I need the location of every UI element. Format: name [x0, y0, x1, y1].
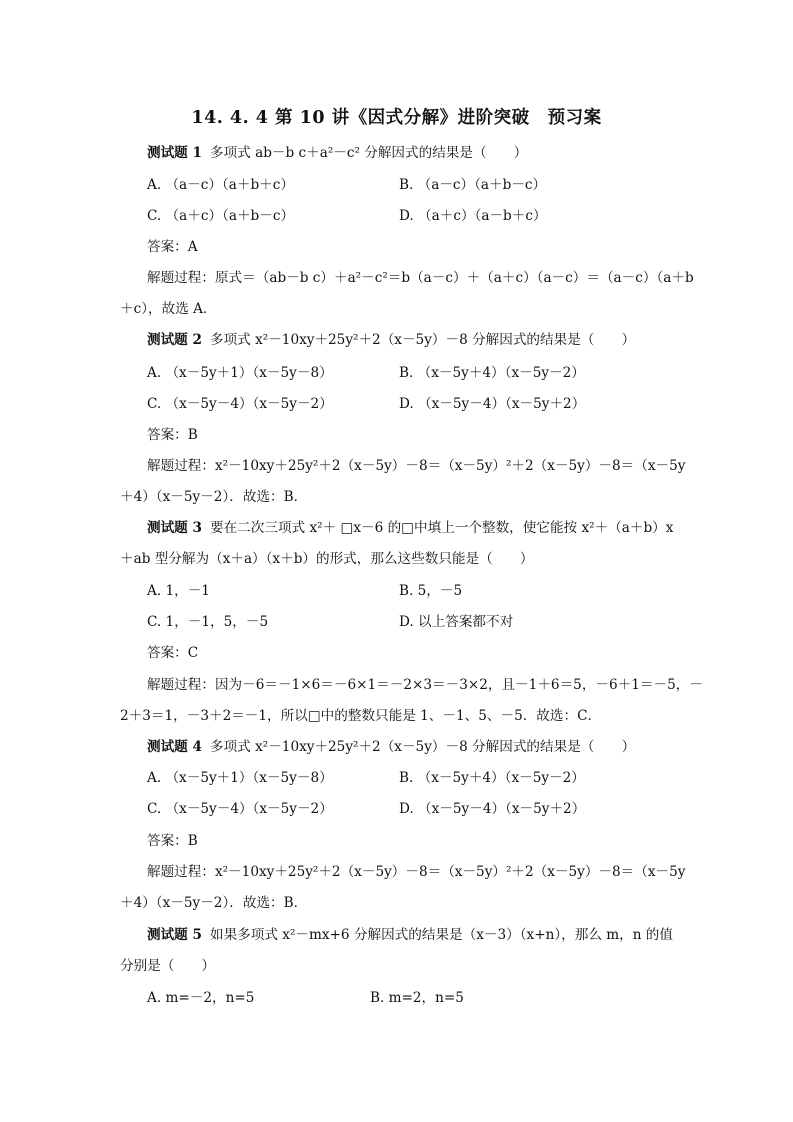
question-2-option-c: C. （x－5y－4）（x－5y－2）: [147, 396, 333, 412]
question-4-option-c: C. （x－5y－4）（x－5y－2）: [147, 801, 333, 817]
question-3-process-line-2: 2＋3＝1，－3＋2＝－1，所以□中的整数只能是 1、－1、5、－5．故选：C．: [120, 708, 602, 724]
question-5-option-a: A. m=－2，n=5: [147, 990, 255, 1006]
question-3-answer: 答案：C: [147, 645, 199, 661]
question-4-option-d: D. （x－5y－4）（x－5y＋2）: [399, 801, 586, 817]
question-5-text: 如果多项式 x²－mx+6 分解因式的结果是（x－3）（x+n），那么 m，n 的值: [209, 927, 673, 943]
question-4-text: 多项式 x²－10xy＋25y²＋2（x－5y）－8 分解因式的结果是（ ）: [209, 739, 636, 755]
question-2-process-line-1: 解题过程：x²－10xy＋25y²＋2（x－5y）－8＝（x－5y）²＋2（x－5y）－8＝（x－5y: [147, 458, 686, 474]
question-2-option-d: D. （x－5y－4）（x－5y＋2）: [399, 396, 586, 412]
question-1-option-a: A. （a－c）（a＋b＋c）: [147, 177, 294, 193]
question-3-option-d: D. 以上答案都不对: [399, 614, 514, 630]
question-4-stem: [147, 738, 635, 756]
question-1-option-b: B. （a－c）（a＋b－c）: [399, 177, 547, 193]
question-2-option-b: B. （x－5y＋4）（x－5y－2）: [399, 365, 585, 381]
question-4-option-a: A. （x－5y＋1）（x－5y－8）: [147, 770, 333, 786]
question-3-process-line-1: 解题过程：因为－6＝－1×6＝－6×1＝－2×3＝－3×2，且－1＋6＝5，－6＋1＝－5，－: [147, 677, 703, 693]
question-2-text: 多项式 x²－10xy＋25y²＋2（x－5y）－8 分解因式的结果是（ ）: [209, 332, 636, 348]
question-2-answer: 答案：B: [147, 427, 198, 443]
question-4-label: 测试题 4: [147, 739, 202, 755]
question-2-option-a: A. （x－5y＋1）（x－5y－8）: [147, 365, 333, 381]
question-3-stem-line-2: ＋ab 型分解为（x＋a）（x＋b）的形式，那么这些数只能是（ ）: [120, 551, 534, 567]
question-4-process-line-1: 解题过程：x²－10xy＋25y²＋2（x－5y）－8＝（x－5y）²＋2（x－5y）－8＝（x－5y: [147, 864, 686, 880]
question-3-option-b: B. 5，－5: [399, 583, 463, 599]
question-1-answer: 答案：A: [147, 239, 198, 255]
question-2-stem: [147, 331, 635, 349]
question-2-process-line-2: ＋4）（x－5y－2）．故选：B．: [120, 489, 308, 505]
question-5-stem-line-1: [147, 926, 673, 944]
question-5-option-b: B. m=2，n=5: [370, 990, 464, 1006]
question-1-stem: [147, 144, 527, 162]
question-3-option-a: A. 1，－1: [147, 583, 210, 599]
question-5-label: 测试题 5: [147, 927, 202, 943]
question-1-text: 多项式 ab－b c＋a²－c² 分解因式的结果是（ ）: [209, 145, 528, 161]
question-1-option-c: C. （a＋c）（a＋b－c）: [147, 208, 295, 224]
question-1-process-line-1: 解题过程：原式＝（ab－b c）＋a²－c²＝b（a－c）＋（a＋c）（a－c）＝（a－c）（a＋b: [147, 270, 694, 286]
question-3-text: 要在二次三项式 x²＋ □x－6 的□中填上一个整数，使它能按 x²＋（a＋b）x: [209, 520, 674, 536]
question-4-option-b: B. （x－5y＋4）（x－5y－2）: [399, 770, 585, 786]
question-1-process-line-2: ＋c），故选 A．: [120, 301, 217, 317]
question-2-label: 测试题 2: [147, 332, 202, 348]
question-1-option-d: D. （a＋c）（a－b＋c）: [399, 208, 547, 224]
question-1-label: 测试题 1: [147, 145, 202, 161]
page-title: 14. 4. 4 第 10 讲《因式分解》进阶突破 预习案: [191, 108, 602, 128]
question-3-stem-line-1: [147, 519, 673, 537]
question-4-answer: 答案：B: [147, 833, 198, 849]
question-5-stem-line-2: 分别是（ ）: [120, 958, 216, 974]
question-4-process-line-2: ＋4）（x－5y－2）．故选：B．: [120, 895, 308, 911]
question-3-label: 测试题 3: [147, 520, 202, 536]
question-3-option-c: C. 1，－1，5，－5: [147, 614, 269, 630]
